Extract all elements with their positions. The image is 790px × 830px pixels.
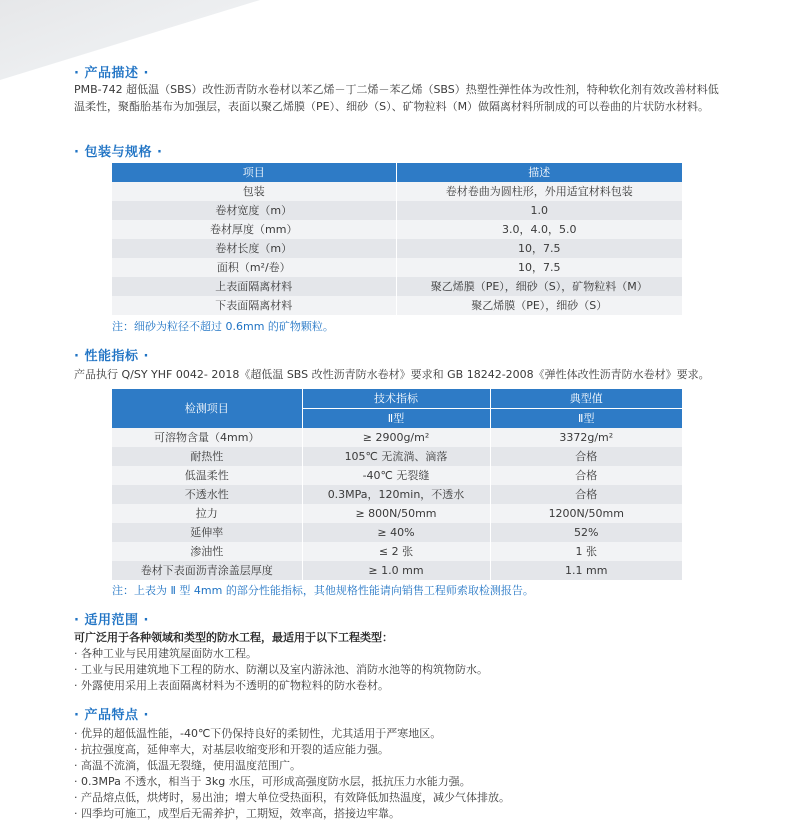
list-item: · 外露使用采用上表面隔离材料为不透明的矿物粒料的防水卷材。 — [74, 679, 389, 692]
performance-cell-item: 低温柔性 — [112, 466, 302, 485]
performance-cell-typical: 1 张 — [490, 542, 682, 561]
table-row — [112, 561, 682, 580]
packaging-cell-value: 10，7.5 — [396, 239, 682, 258]
performance-cell-typical: 1200N/50mm — [490, 504, 682, 523]
performance-cell-tech: -40℃ 无裂缝 — [302, 466, 490, 485]
table-row — [112, 504, 682, 523]
packaging-cell-value: 卷材卷曲为圆柱形，外用适宜材料包装 — [396, 182, 682, 201]
performance-cell-tech: ≥ 2900g/m² — [302, 428, 490, 447]
application-lead: 可广泛用于各种领域和类型的防水工程，最适用于以下工程类型： — [74, 631, 393, 644]
performance-cell-typical: 合格 — [490, 466, 682, 485]
list-item: · 抗拉强度高，延伸率大，对基层收缩变形和开裂的适应能力强。 — [74, 743, 389, 756]
performance-cell-tech: ≥ 40% — [302, 523, 490, 542]
list-item: · 产品熔点低，烘烤时，易出油；增大单位受热面积，有效降低加热温度，减少气体排放。 — [74, 791, 510, 804]
packaging-cell-label: 面积（m²/卷） — [112, 258, 396, 277]
performance-cell-typical: 合格 — [490, 447, 682, 466]
performance-header-tech: 技术指标 — [302, 389, 490, 409]
packaging-table — [112, 163, 682, 315]
performance-cell-tech: ≥ 1.0 mm — [302, 561, 490, 580]
table-row — [112, 296, 682, 315]
list-item: · 四季均可施工，成型后无需养护，工期短，效率高，搭接边牢靠。 — [74, 807, 400, 820]
performance-cell-item: 不透水性 — [112, 485, 302, 504]
performance-header-item: 检测项目 — [112, 389, 302, 428]
performance-cell-tech: 105℃ 无流淌、滴落 — [302, 447, 490, 466]
performance-cell-item: 延伸率 — [112, 523, 302, 542]
performance-header-typical: 典型值 — [490, 389, 682, 409]
packaging-header-item: 项目 — [112, 163, 396, 182]
packaging-note: 注：细砂为粒径不超过 0.6mm 的矿物颗粒。 — [112, 320, 334, 333]
section-title-features: · 产品特点 · — [74, 708, 149, 723]
packaging-cell-value: 聚乙烯膜（PE），细砂（S），矿物粒料（M） — [396, 277, 682, 296]
table-row — [112, 201, 682, 220]
performance-subheader-typical: Ⅱ型 — [490, 409, 682, 429]
list-item: · 工业与民用建筑地下工程的防水、防潮以及室内游泳池、消防水池等的构筑物防水。 — [74, 663, 488, 676]
list-item: · 各种工业与民用建筑屋面防水工程。 — [74, 647, 257, 660]
performance-note: 注：上表为 Ⅱ 型 4mm 的部分性能指标，其他规格性能请向销售工程师索取检测报告。 — [112, 584, 534, 597]
performance-cell-tech: ≥ 800N/50mm — [302, 504, 490, 523]
table-row — [112, 220, 682, 239]
application-list — [74, 630, 488, 694]
table-row — [112, 542, 682, 561]
list-item: · 0.3MPa 不透水，相当于 3kg 水压，可形成高强度防水层，抵抗压力水能力强。 — [74, 775, 471, 788]
table-row — [112, 277, 682, 296]
performance-cell-typical: 1.1 mm — [490, 561, 682, 580]
packaging-cell-label: 上表面隔离材料 — [112, 277, 396, 296]
performance-cell-item: 可溶物含量（4mm） — [112, 428, 302, 447]
table-row — [112, 466, 682, 485]
performance-cell-item: 耐热性 — [112, 447, 302, 466]
table-row — [112, 182, 682, 201]
packaging-cell-value: 1.0 — [396, 201, 682, 220]
performance-cell-tech: 0.3MPa，120min，不透水 — [302, 485, 490, 504]
section-title-performance: · 性能指标 · — [74, 349, 149, 364]
performance-cell-item: 渗油性 — [112, 542, 302, 561]
packaging-cell-label: 卷材厚度（mm） — [112, 220, 396, 239]
performance-cell-typical: 合格 — [490, 485, 682, 504]
table-row — [112, 485, 682, 504]
table-row — [112, 523, 682, 542]
list-item: · 高温不流淌，低温无裂缝，使用温度范围广。 — [74, 759, 301, 772]
section-title-product-desc: · 产品描述 · — [74, 66, 149, 81]
table-row — [112, 239, 682, 258]
table-row — [112, 447, 682, 466]
table-row — [112, 258, 682, 277]
packaging-cell-value: 3.0，4.0，5.0 — [396, 220, 682, 239]
performance-cell-item: 拉力 — [112, 504, 302, 523]
packaging-cell-label: 包装 — [112, 182, 396, 201]
performance-cell-item: 卷材下表面沥青涂盖层厚度 — [112, 561, 302, 580]
table-row — [112, 428, 682, 447]
performance-subheader-tech: Ⅱ型 — [302, 409, 490, 429]
section-title-application: · 适用范围 · — [74, 613, 149, 628]
packaging-cell-label: 卷材长度（m） — [112, 239, 396, 258]
performance-cell-typical: 52% — [490, 523, 682, 542]
features-list — [74, 726, 510, 822]
performance-cell-tech: ≤ 2 张 — [302, 542, 490, 561]
product-desc-text: PMB-742 超低温（SBS）改性沥青防水卷材以苯乙烯－丁二烯－苯乙烯（SBS）热塑性弹性体为改性剂，特种软化剂有效改善材料低温柔性，聚酯胎基布为加强层，表面以聚乙烯膜（PE）、细砂（S）、矿物粒料（M）做隔离材料所制成的可以卷曲的片状防水材料。 — [74, 83, 719, 113]
performance-table — [112, 389, 682, 580]
packaging-cell-value: 聚乙烯膜（PE），细砂（S） — [396, 296, 682, 315]
packaging-cell-value: 10，7.5 — [396, 258, 682, 277]
performance-cell-typical: 3372g/m² — [490, 428, 682, 447]
packaging-header-desc: 描述 — [396, 163, 682, 182]
list-item: · 优异的超低温性能，-40℃下仍保持良好的柔韧性，尤其适用于严寒地区。 — [74, 727, 442, 740]
packaging-cell-label: 卷材宽度（m） — [112, 201, 396, 220]
packaging-cell-label: 下表面隔离材料 — [112, 296, 396, 315]
performance-intro: 产品执行 Q/SY YHF 0042- 2018《超低温 SBS 改性沥青防水卷材》要求和 GB 18242-2008《弹性体改性沥青防水卷材》要求。 — [74, 368, 710, 381]
section-title-packaging: · 包装与规格 · — [74, 145, 163, 160]
